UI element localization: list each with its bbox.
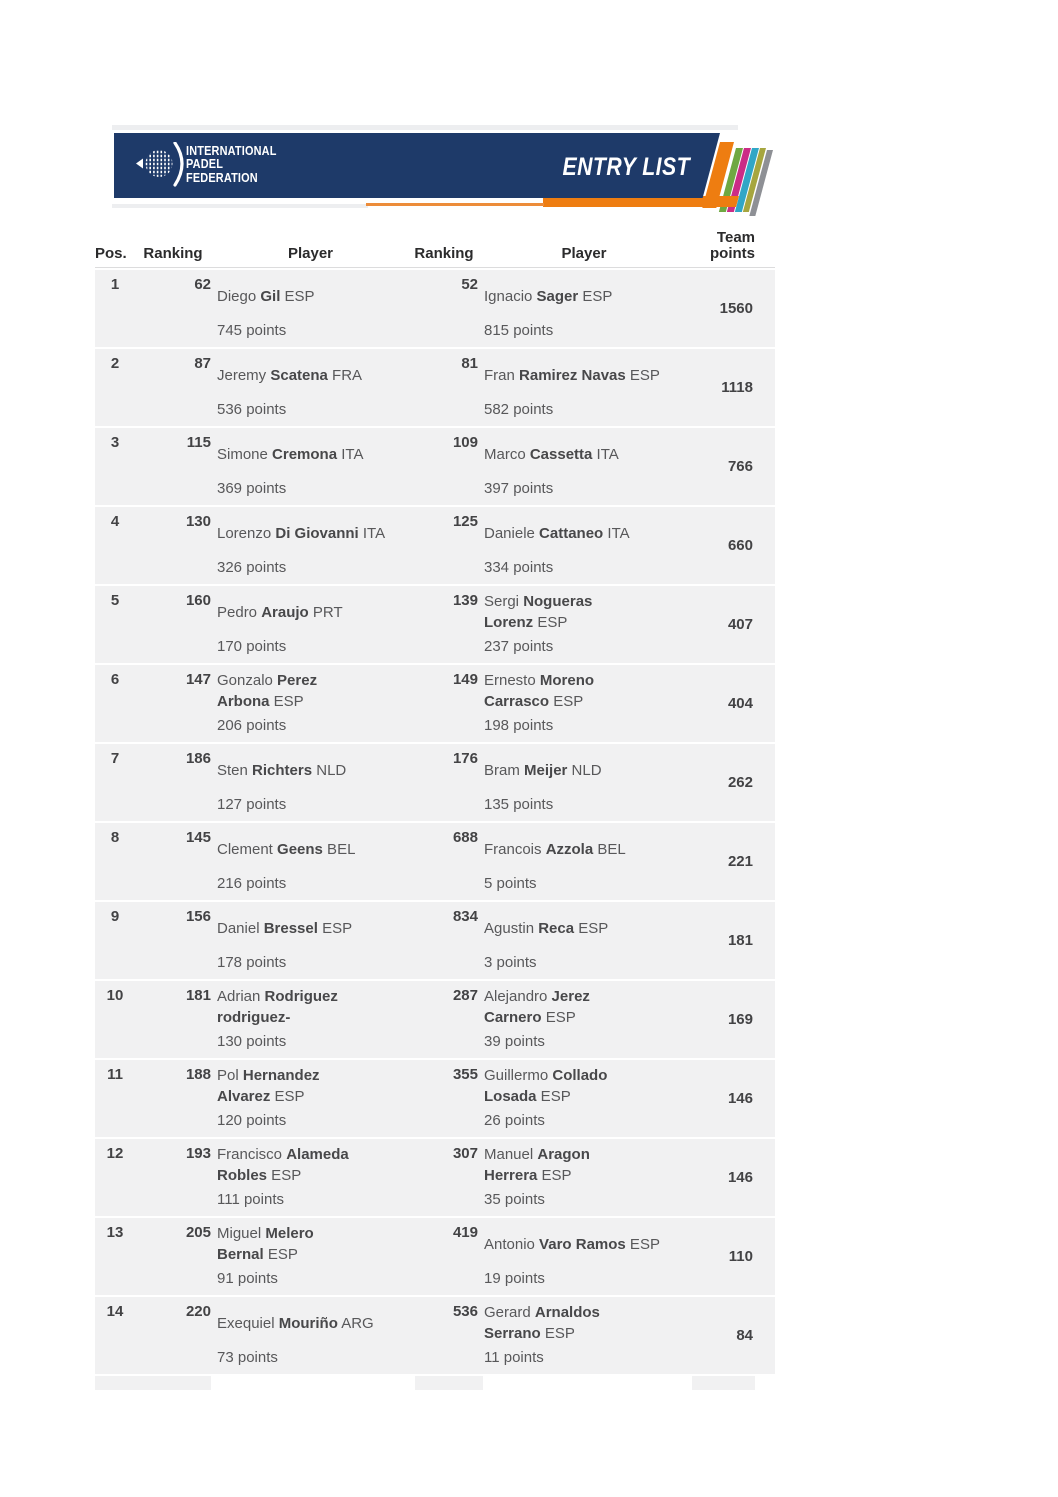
pos-cell: 1 [110,276,120,293]
player-points: 170 points [217,638,287,655]
player-cell [478,349,690,426]
team-points-cell: 181 [727,932,753,949]
player-name: Sergi Nogueras Lorenz ESP [484,593,593,631]
player-name: Daniele Cattaneo ITA [484,524,630,542]
ranking-cell-2: 81 [461,355,478,372]
pos-cell: 12 [106,1145,124,1162]
team-points-cell: 404 [727,695,753,712]
player-cell [478,902,690,979]
pos-cell: 5 [110,592,120,609]
player-name: Miguel Melero Bernal ESP [217,1225,314,1263]
table-row [95,902,775,979]
player-points: 397 points [484,480,554,497]
team-points-cell: 1560 [719,300,753,317]
player-name: Marco Cassetta ITA [484,445,619,463]
player-cell [211,1297,410,1374]
ranking-cell-2: 109 [452,434,478,451]
ranking-cell-1: 156 [185,908,211,925]
player-points: 35 points [484,1191,545,1208]
player-cell [478,744,690,821]
player-points: 198 points [484,717,554,734]
player-points: 26 points [484,1112,545,1129]
table-row [95,1060,775,1137]
player-points: 3 points [484,954,537,971]
pos-cell: 7 [110,750,120,767]
player-name: Jeremy Scatena FRA [217,366,363,384]
player-name: Pol Hernandez Alvarez ESP [217,1067,320,1105]
ranking-cell-1: 115 [186,434,211,451]
ranking-cell-2: 688 [452,829,478,846]
team-points-cell: 146 [727,1169,753,1186]
table-row [95,349,775,426]
player-cell [211,349,410,426]
ranking-cell-2: 536 [452,1303,478,1320]
logo-line-2: PADEL [186,156,224,172]
pos-cell: 3 [110,434,120,451]
player-cell [478,665,690,742]
pos-cell: 6 [110,671,120,688]
table-row [95,270,775,347]
header-pos: Pos. [95,245,127,262]
player-cell [478,981,690,1058]
banner-top-edge [112,125,738,130]
pos-cell: 13 [106,1224,124,1241]
player-name: Diego Gil ESP [217,287,315,305]
player-name: Lorenzo Di Giovanni ITA [217,524,386,542]
player-points: 326 points [217,559,287,576]
player-cell [211,823,410,900]
player-cell [478,428,690,505]
player-points: 111 points [217,1191,284,1208]
player-cell [211,270,410,347]
header-player-2: Player [561,245,607,262]
table-row [95,428,775,505]
player-name: Simone Cremona ITA [217,445,364,463]
player-points: 91 points [217,1270,278,1287]
table-row [95,1297,775,1374]
player-cell [478,270,690,347]
page-title: ENTRY LIST [562,153,690,181]
player-points: 369 points [217,480,287,497]
table-row [95,507,775,584]
table-body [95,270,775,1374]
player-cell [478,1139,690,1216]
logo-line-1: INTERNATIONAL [186,143,277,158]
player-points: 582 points [484,401,554,418]
table-header [95,222,775,268]
player-name: Manuel Aragon Herrera ESP [484,1146,590,1184]
pos-cell: 8 [110,829,120,846]
team-points-cell: 766 [727,458,753,475]
ranking-cell-1: 193 [185,1145,211,1162]
player-name: Alejandro Jerez Carnero ESP [484,988,590,1026]
header-team-points: Team points [710,229,755,262]
team-points-cell: 407 [727,616,753,633]
team-points-cell: 221 [727,853,753,870]
player-points: 536 points [217,401,287,418]
ranking-cell-2: 419 [452,1224,478,1241]
player-points: 5 points [484,875,537,892]
player-name: Adrian Rodriguez rodriguez- [217,988,338,1026]
ranking-cell-2: 834 [452,908,478,925]
player-cell [211,1060,410,1137]
ranking-cell-1: 160 [185,592,211,609]
player-points: 745 points [217,322,287,339]
table-row [95,665,775,742]
player-points: 130 points [217,1033,287,1050]
banner-bottom-edge [112,204,368,208]
table-row-partial [95,1376,775,1390]
player-points: 178 points [217,954,287,971]
pos-cell: 4 [110,513,120,530]
player-points: 73 points [217,1349,278,1366]
ranking-cell-1: 145 [185,829,211,846]
pos-cell: 10 [106,987,124,1004]
player-cell [478,823,690,900]
table-row [95,1139,775,1216]
player-cell [478,1297,690,1374]
player-cell [211,586,410,663]
ranking-cell-2: 307 [452,1145,478,1162]
ranking-cell-2: 125 [452,513,478,530]
pos-cell: 11 [107,1066,123,1083]
ranking-cell-2: 176 [452,750,478,767]
ranking-cell-2: 355 [452,1066,478,1083]
player-cell [478,586,690,663]
player-name: Francois Azzola BEL [484,840,626,858]
table-row [95,981,775,1058]
player-name: Sten Richters NLD [217,761,347,779]
ipf-logo-text [186,144,277,184]
team-points-cell: 110 [728,1248,753,1265]
team-points-cell: 84 [736,1327,753,1344]
player-name: Ernesto Moreno Carrasco ESP [484,672,595,710]
pos-cell: 2 [110,355,120,372]
player-name: Francisco Alameda Robles ESP [217,1146,349,1184]
ranking-cell-1: 87 [194,355,211,372]
ranking-cell-2: 287 [452,987,478,1004]
ranking-cell-1: 62 [194,276,211,293]
table-row [95,823,775,900]
ranking-cell-1: 188 [185,1066,211,1083]
ranking-cell-1: 186 [185,750,211,767]
player-cell [478,1060,690,1137]
player-points: 216 points [217,875,287,892]
player-name: Guillermo Collado Losada ESP [484,1067,608,1105]
player-cell [211,1139,410,1216]
player-name: Ignacio Sager ESP [484,287,613,305]
ranking-cell-2: 149 [452,671,478,688]
player-points: 19 points [484,1270,545,1287]
player-points: 135 points [484,796,554,813]
player-cell [211,665,410,742]
player-cell [211,428,410,505]
player-name: Antonio Varo Ramos ESP [484,1235,660,1253]
player-cell [211,507,410,584]
player-name: Agustin Reca ESP [484,919,609,937]
player-cell [478,507,690,584]
pos-cell: 14 [106,1303,124,1320]
player-cell [211,1218,410,1295]
team-points-cell: 169 [727,1011,753,1028]
player-cell [211,744,410,821]
ranking-cell-1: 205 [185,1224,211,1241]
banner-orange-line [366,203,544,206]
player-cell [211,981,410,1058]
player-name: Fran Ramirez Navas ESP [484,366,660,384]
player-cell [478,1218,690,1295]
team-points-cell: 146 [727,1090,753,1107]
player-name: Daniel Bressel ESP [217,919,353,937]
player-points: 11 points [484,1349,544,1366]
team-points-cell: 660 [727,537,753,554]
table-row [95,1218,775,1295]
player-points: 237 points [484,638,554,655]
player-name: Exequiel Mouriño ARG [217,1314,374,1332]
player-cell [211,902,410,979]
ranking-cell-2: 139 [452,592,478,609]
player-points: 39 points [484,1033,545,1050]
ipf-logo-icon [136,142,190,190]
ranking-cell-1: 220 [185,1303,211,1320]
logo-line-3: FEDERATION [186,169,258,185]
team-points-cell: 1118 [721,379,753,396]
header-player-1: Player [287,245,334,262]
player-name: Pedro Araujo PRT [217,603,343,621]
header-ranking-1: Ranking [143,245,203,262]
table-row [95,744,775,821]
ranking-cell-1: 130 [185,513,211,530]
table-row [95,586,775,663]
team-points-cell: 262 [727,774,753,791]
player-points: 334 points [484,559,554,576]
header-ranking-2: Ranking [414,245,474,262]
player-name: Gerard Arnaldos Serrano ESP [484,1304,600,1342]
player-name: Bram Meijer NLD [484,761,602,779]
ranking-cell-1: 147 [185,671,211,688]
player-points: 120 points [217,1112,287,1129]
player-name: Gonzalo Perez Arbona ESP [217,672,318,710]
entry-list-table [95,222,775,1390]
player-points: 206 points [217,717,287,734]
ranking-cell-2: 52 [461,276,478,293]
ranking-cell-1: 181 [185,987,211,1004]
player-points: 815 points [484,322,554,339]
player-points: 127 points [217,796,287,813]
pos-cell: 9 [110,908,120,925]
player-name: Clement Geens BEL [217,840,356,858]
